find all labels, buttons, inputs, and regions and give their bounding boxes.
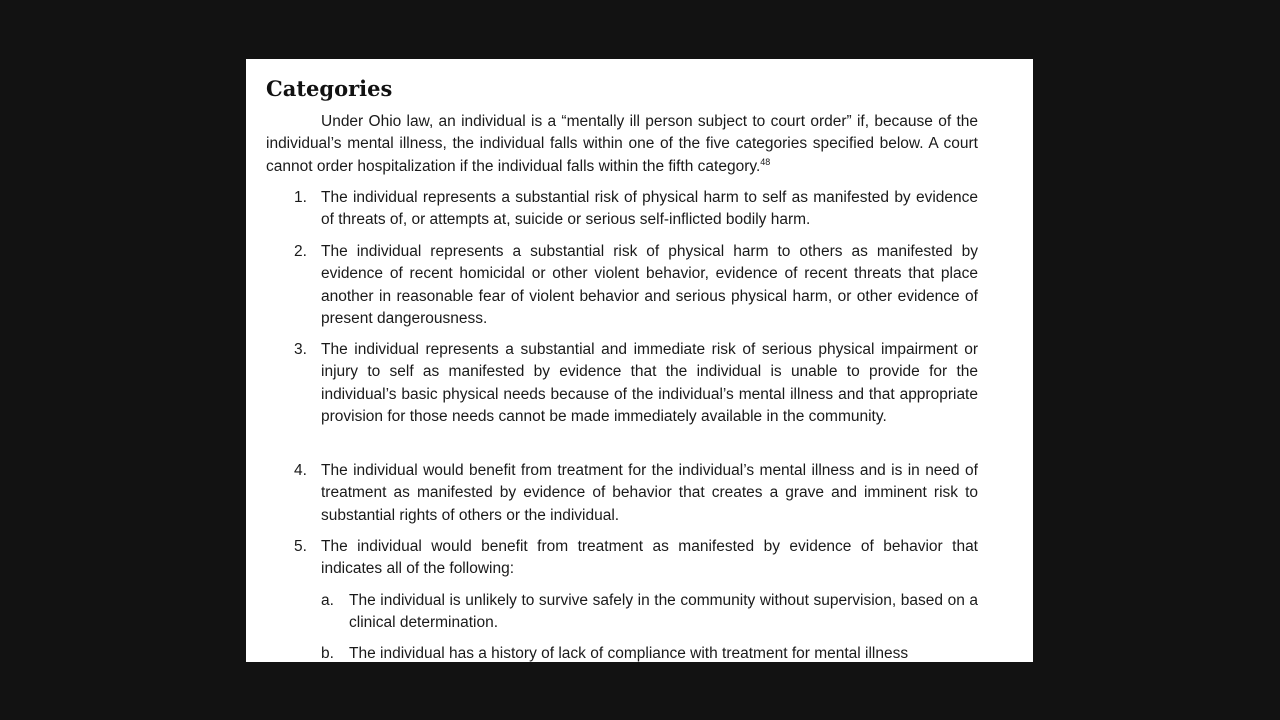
section-heading: Categories — [266, 76, 393, 101]
intro-paragraph — [266, 111, 978, 178]
sub-list-item-text: The individual has a history of lack of compliance with treatment for mental illness — [349, 645, 909, 662]
list-item-number: 2. — [294, 243, 307, 260]
list-item-text: The individual represents a substantial risk of physical harm to others as manifested by evidence of recent homicidal or other violent behavior, evidence of recent threats that place another in reasonable fear of violent behavior and serious physical harm, or other evidence of present dangerousness. — [321, 243, 978, 328]
footnote-marker: 48 — [760, 156, 771, 167]
list-item-text: The individual represents a substantial and immediate risk of serious physical impairment or injury to self as manifested by evidence that the individual is unable to provide for the individual’s basic physical needs because of the individual’s mental illness and that appropriate provision for those needs cannot be made immediately available in the community. — [321, 341, 978, 426]
list-item-number: 1. — [294, 189, 307, 206]
sub-list-item-letter: a. — [321, 592, 334, 609]
list-item-text: The individual represents a substantial risk of physical harm to self as manifested by evidence of threats of, or attempts at, suicide or serious self-inflicted bodily harm. — [321, 189, 978, 229]
document-page — [246, 59, 1033, 662]
sub-list-item-letter: b. — [321, 645, 334, 662]
list-item-number: 3. — [294, 341, 307, 358]
intro-text: Under Ohio law, an individual is a “mentally ill person subject to court order” if, because of the individual’s mental illness, the individual falls within one of the five categories specified below. A court cannot order hospitalization if the individual falls within the fifth category. — [266, 113, 978, 175]
list-item-text: The individual would benefit from treatment for the individual’s mental illness and is in need of treatment as manifested by evidence of behavior that creates a grave and imminent risk to substantial rights of others or the individual. — [321, 462, 978, 524]
list-item-number: 4. — [294, 462, 307, 479]
list-item-text: The individual would benefit from treatment as manifested by evidence of behavior that indicates all of the following: — [321, 538, 978, 578]
list-item-number: 5. — [294, 538, 307, 555]
sub-list-item-text: The individual is unlikely to survive safely in the community without supervision, based on a clinical determination. — [349, 592, 978, 632]
